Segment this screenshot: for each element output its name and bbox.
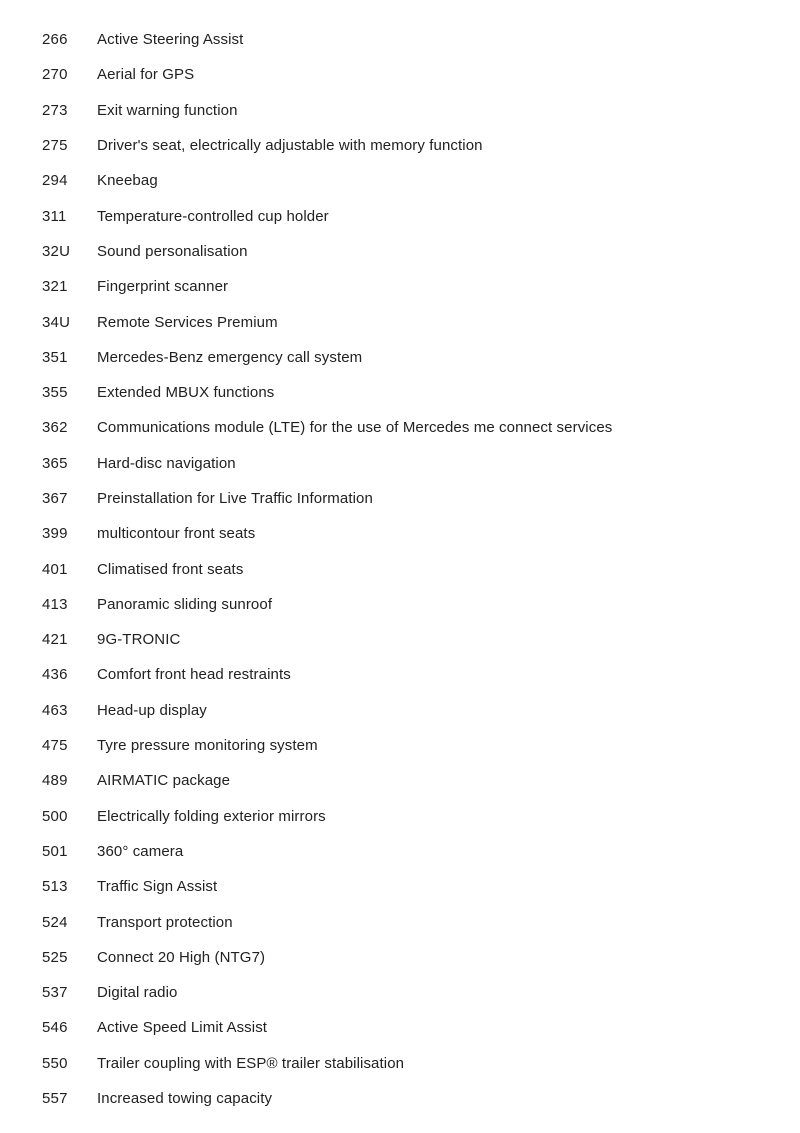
- option-label: Panoramic sliding sunroof: [97, 595, 273, 613]
- option-row: [42, 304, 780, 339]
- option-label: Trailer coupling with ESP® trailer stabilisation: [97, 1054, 405, 1072]
- option-code: 436: [42, 666, 68, 684]
- option-row: [42, 975, 780, 1010]
- option-code: 270: [42, 66, 68, 84]
- option-code: 546: [42, 1019, 68, 1037]
- option-row: [42, 93, 780, 128]
- option-row: [42, 375, 780, 410]
- option-label: multicontour front seats: [97, 525, 256, 543]
- option-code: 275: [42, 137, 68, 155]
- option-label: Temperature-controlled cup holder: [97, 207, 329, 225]
- option-code: 537: [42, 984, 68, 1002]
- option-row: [42, 269, 780, 304]
- option-code: 365: [42, 454, 68, 472]
- option-row: [42, 904, 780, 939]
- option-label: Remote Services Premium: [97, 313, 278, 331]
- option-label: Transport protection: [97, 913, 233, 931]
- option-row: [42, 1081, 780, 1116]
- option-label: Driver's seat, electrically adjustable with memory function: [97, 137, 483, 155]
- option-label: Connect 20 High (NTG7): [97, 948, 266, 966]
- option-code: 413: [42, 595, 68, 613]
- option-row: [42, 799, 780, 834]
- option-label: Active Speed Limit Assist: [97, 1019, 268, 1037]
- option-label: Preinstallation for Live Traffic Information: [97, 490, 373, 507]
- option-label: Aerial for GPS: [97, 66, 195, 84]
- option-row: [42, 622, 780, 657]
- option-row: [42, 446, 780, 481]
- option-row: [42, 481, 780, 516]
- option-label: Comfort front head restraints: [97, 666, 291, 684]
- option-code: 463: [42, 701, 68, 719]
- option-row: [42, 657, 780, 692]
- option-code: 401: [42, 560, 68, 578]
- option-code: 557: [42, 1090, 68, 1108]
- option-row: [42, 198, 780, 233]
- option-code: 321: [42, 278, 68, 296]
- option-code: 475: [42, 737, 68, 755]
- option-row: [42, 834, 780, 869]
- option-label: Mercedes-Benz emergency call system: [97, 348, 363, 366]
- option-row: [42, 1046, 780, 1081]
- option-code: 362: [42, 419, 68, 437]
- option-row: [42, 57, 780, 92]
- option-row: [42, 22, 780, 57]
- option-code: 294: [42, 172, 68, 190]
- option-codes-list: [42, 22, 780, 1116]
- option-row: [42, 410, 780, 445]
- option-code: 525: [42, 948, 68, 966]
- option-code: 311: [42, 207, 67, 225]
- option-row: [42, 728, 780, 763]
- option-label: Head-up display: [97, 701, 207, 719]
- option-label: AIRMATIC package: [97, 772, 231, 790]
- option-code: 501: [42, 842, 68, 860]
- option-row: [42, 128, 780, 163]
- option-label: Sound personalisation: [97, 242, 248, 260]
- option-label: 360° camera: [97, 842, 184, 860]
- option-row: [42, 869, 780, 904]
- option-row: [42, 693, 780, 728]
- option-code: 399: [42, 525, 68, 543]
- option-code: 351: [42, 348, 68, 366]
- option-label: Electrically folding exterior mirrors: [97, 807, 326, 825]
- option-code: 421: [42, 631, 68, 649]
- option-label: Hard-disc navigation: [97, 454, 236, 472]
- option-label: Exit warning function: [97, 101, 238, 119]
- option-code: 524: [42, 913, 68, 931]
- option-row: [42, 551, 780, 586]
- option-label: Fingerprint scanner: [97, 278, 229, 296]
- option-label: Kneebag: [97, 172, 158, 190]
- option-code: 273: [42, 101, 68, 119]
- option-row: [42, 163, 780, 198]
- option-label: Traffic Sign Assist: [97, 878, 218, 896]
- option-code: 266: [42, 31, 68, 49]
- option-code: 500: [42, 807, 68, 825]
- option-code: 550: [42, 1054, 68, 1072]
- option-code: 489: [42, 772, 68, 790]
- option-row: [42, 234, 780, 269]
- option-code: 367: [42, 490, 68, 507]
- option-row: [42, 940, 780, 975]
- option-label: Active Steering Assist: [97, 31, 244, 49]
- option-code: 513: [42, 878, 68, 896]
- option-label: Tyre pressure monitoring system: [97, 737, 318, 755]
- option-code: 32U: [42, 242, 71, 260]
- option-label: Increased towing capacity: [97, 1090, 273, 1108]
- option-row: [42, 763, 780, 798]
- option-code: 34U: [42, 313, 71, 331]
- option-label: 9G-TRONIC: [97, 631, 181, 649]
- option-label: Communications module (LTE) for the use of Mercedes me connect services: [97, 419, 613, 437]
- option-row: [42, 340, 780, 375]
- option-label: Climatised front seats: [97, 560, 244, 578]
- option-row: [42, 1010, 780, 1045]
- option-row: [42, 516, 780, 551]
- option-code: 355: [42, 384, 68, 402]
- option-label: Extended MBUX functions: [97, 384, 275, 402]
- option-label: Digital radio: [97, 984, 178, 1002]
- option-row: [42, 587, 780, 622]
